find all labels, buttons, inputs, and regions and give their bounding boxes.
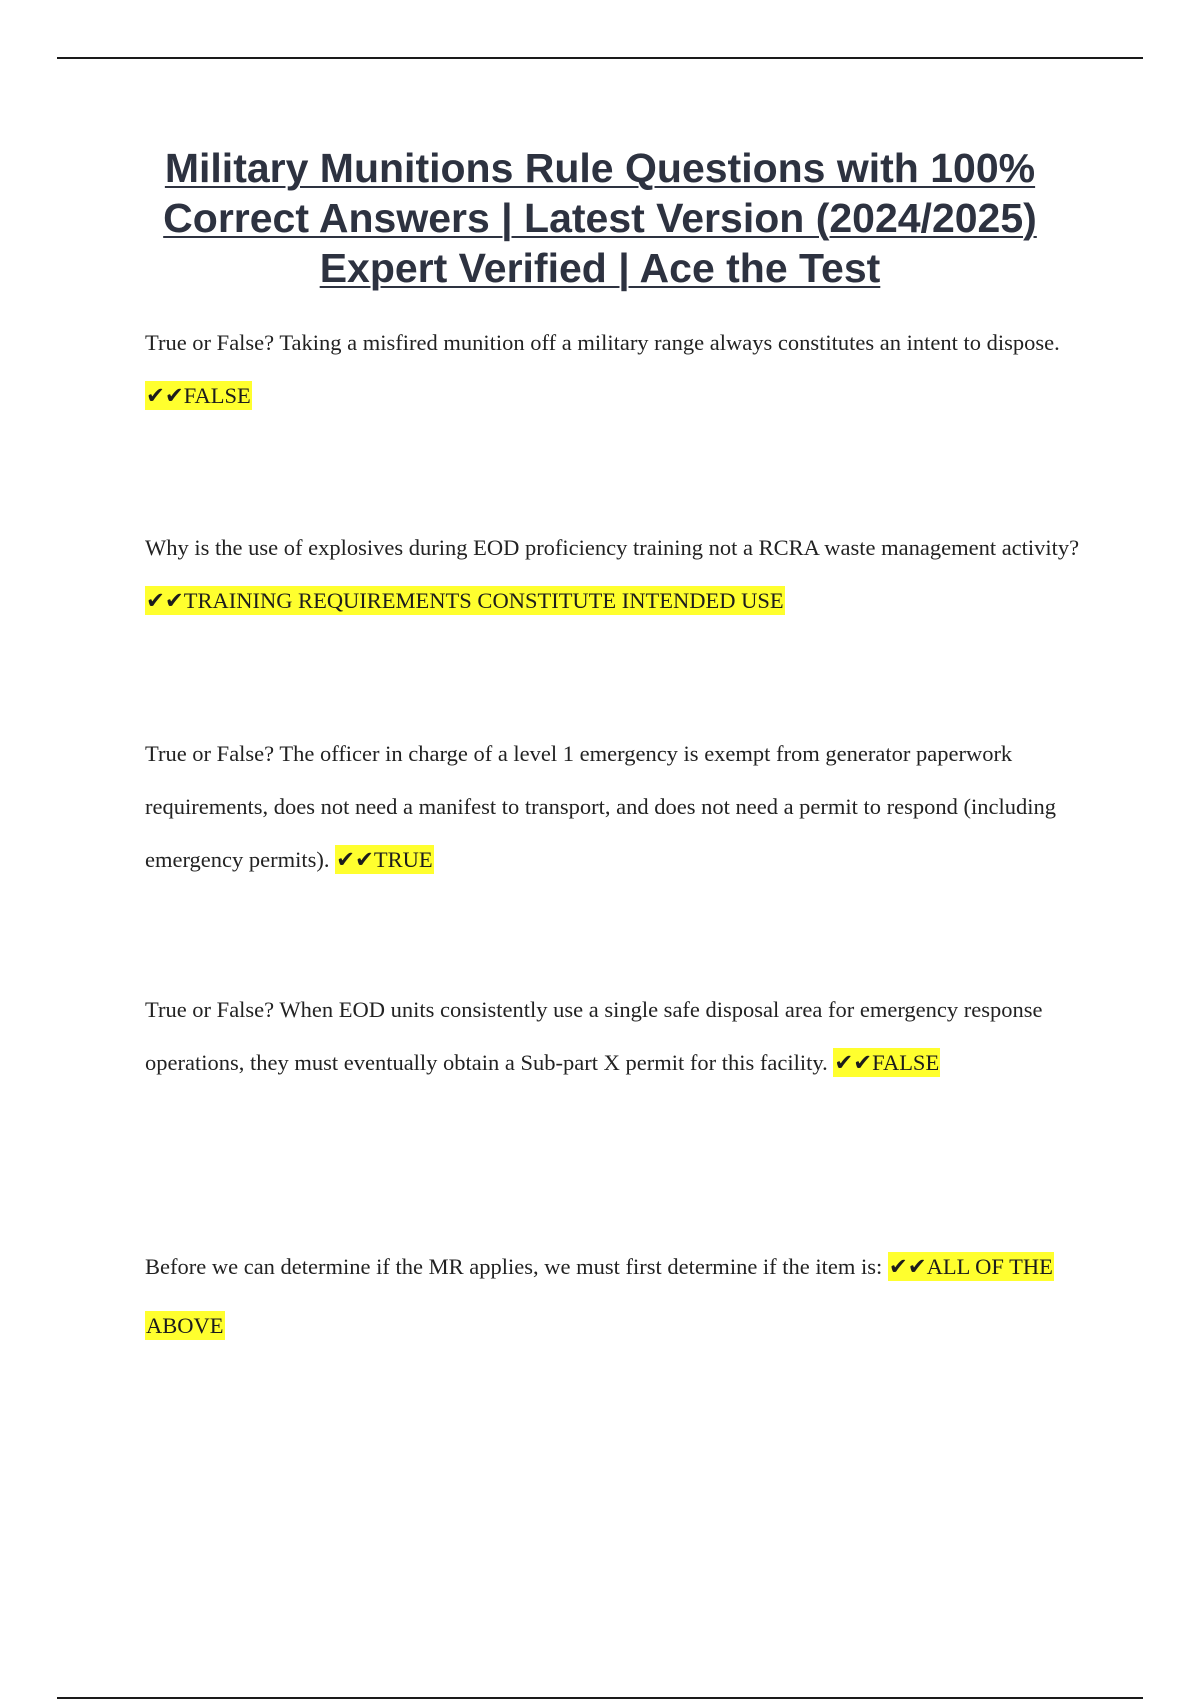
question-text: True or False? Taking a misfired munition off a military range always constitutes an intent to dispose. bbox=[145, 330, 1060, 355]
answer-highlight: ✔✔ALL OF THE ABOVE bbox=[146, 1254, 1053, 1338]
document-title: Military Munitions Rule Questions with 100% Correct Answers | Latest Version (2024/2025) Expert Verified | Ace the Test bbox=[163, 145, 1037, 291]
question-text: True or False? The officer in charge of a level 1 emergency is exempt from generator paperwork requirements, does not need a manifest to transport, and does not need a permit to respond (including emergency permits). bbox=[145, 741, 1057, 872]
bottom-rule bbox=[57, 1697, 1143, 1699]
question-text: Why is the use of explosives during EOD proficiency training not a RCRA waste management activity? bbox=[145, 535, 1080, 560]
answer-highlight: ✔✔FALSE bbox=[146, 383, 251, 408]
qa-item-4 bbox=[145, 983, 1085, 1089]
qa-item-2 bbox=[145, 521, 1085, 627]
question-text: Before we can determine if the MR applies, we must first determine if the item is: bbox=[145, 1254, 883, 1279]
answer-highlight: ✔✔TRUE bbox=[336, 847, 433, 872]
qa-item-5 bbox=[145, 1237, 1085, 1355]
answer-highlight: ✔✔FALSE bbox=[834, 1050, 940, 1075]
answer-highlight: ✔✔TRAINING REQUIREMENTS CONSTITUTE INTENDED USE bbox=[146, 588, 784, 613]
qa-item-1 bbox=[145, 316, 1085, 422]
top-rule bbox=[57, 57, 1143, 59]
question-text: True or False? When EOD units consistently use a single safe disposal area for emergency response operations, they must eventually obtain a Sub-part X permit for this facility. bbox=[145, 997, 1043, 1075]
qa-item-3 bbox=[145, 727, 1085, 886]
